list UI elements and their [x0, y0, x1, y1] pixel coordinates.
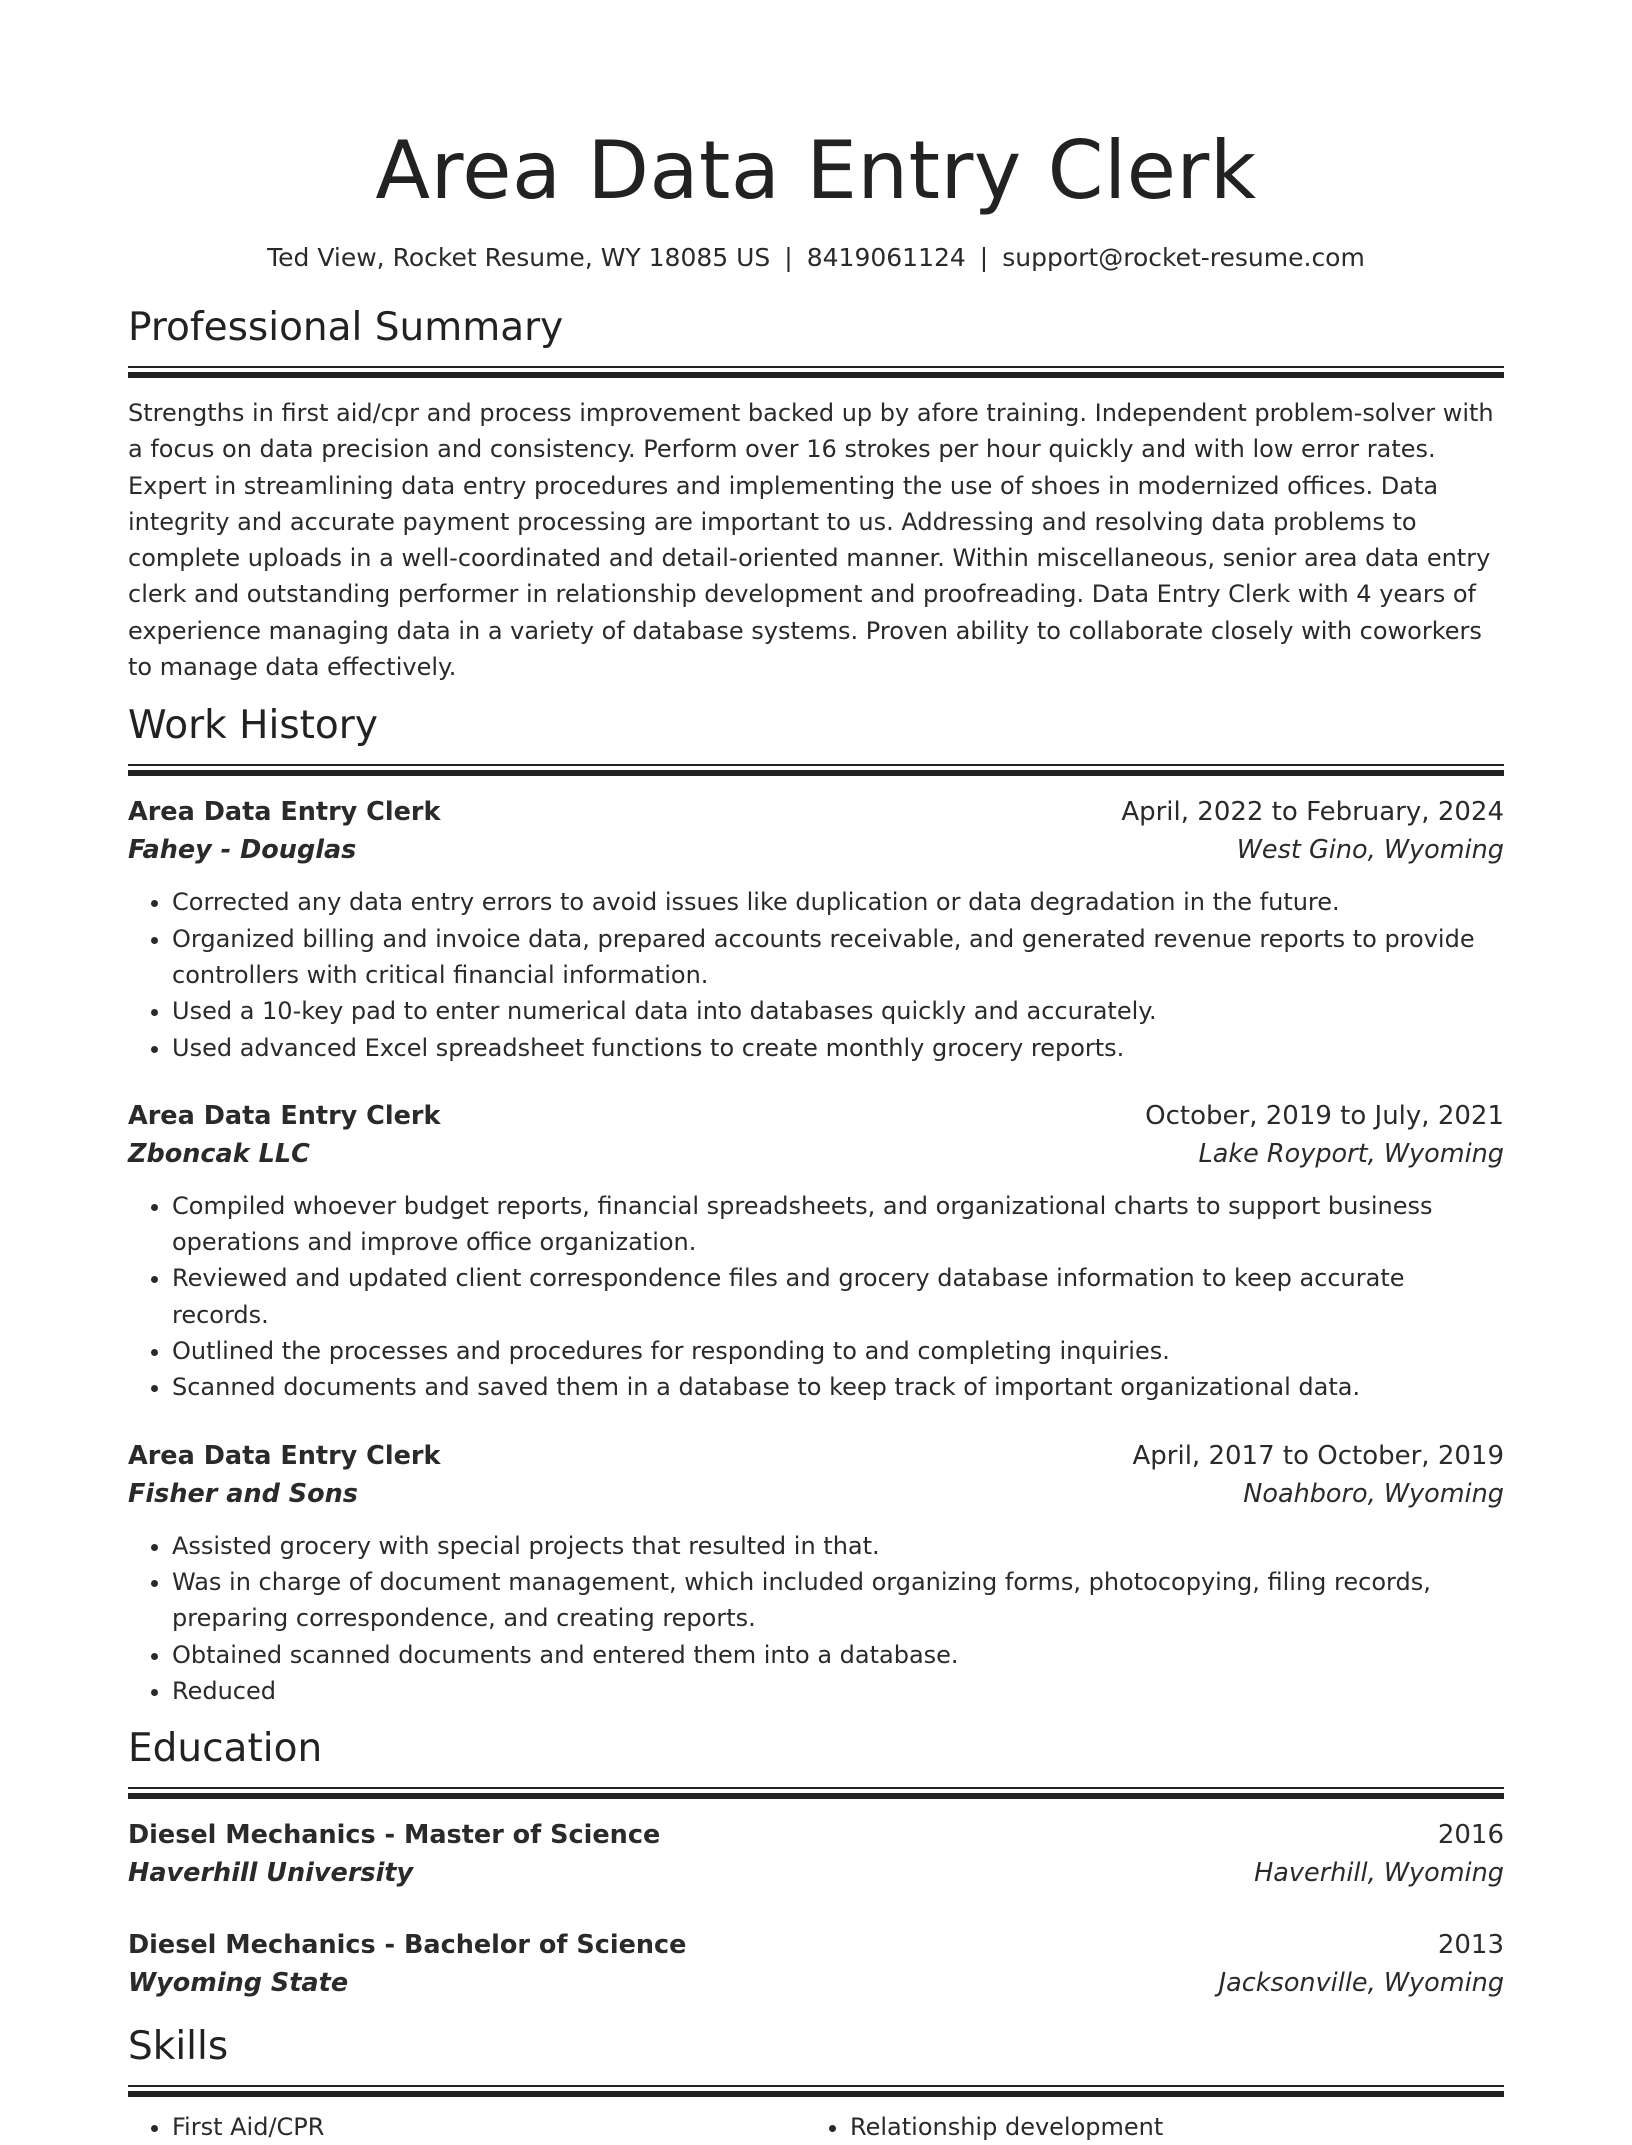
work-history-section — [128, 700, 1504, 1709]
job-bullet: • Assisted grocery with special projects that resulted in that. — [172, 1528, 1504, 1564]
job-header-row — [128, 1437, 1504, 1475]
job-entry — [128, 1437, 1504, 1709]
job-bullets — [128, 1528, 1504, 1709]
job-bullet: • Was in charge of document management, which included organizing forms, photocopying, filing records, preparing correspondence, and creating reports. — [172, 1564, 1504, 1637]
education-year: 2013 — [1437, 1930, 1504, 1961]
skills-column-right — [806, 2109, 1484, 2145]
section-divider — [128, 764, 1504, 776]
job-dates: April, 2022 to February, 2024 — [1121, 797, 1504, 828]
section-title-summary: Professional Summary — [128, 305, 564, 350]
summary-text: Strengths in first aid/cpr and process improvement backed up by afore training. Independent problem-solver with a focus on data precision and consistency. Perform over 16 strokes per hour quickly and with low error rates. Expert in streamlining data entry procedures and implementing the use of shoes in modernized offices. Data integrity and accurate payment processing are important to us. Addressing and resolving data problems to complete uploads in a well-coordinated and detail-oriented manner. Within miscellaneous, senior area data entry clerk and outstanding performer in relationship development and proofreading. Data Entry Clerk with 4 years of experience managing data in a variety of database systems. Proven ability to collaborate closely with coworkers to manage data effectively. — [128, 399, 1494, 682]
job-company-row — [128, 831, 1504, 870]
education-location: Haverhill, Wyoming — [1254, 1858, 1504, 1889]
job-header-row — [128, 793, 1504, 831]
job-entry — [128, 793, 1504, 1065]
education-school-row — [128, 1964, 1504, 2003]
job-dates: April, 2017 to October, 2019 — [1132, 1440, 1504, 1471]
job-bullet: • Reviewed and updated client correspondence files and grocery database information to keep accurate records. — [172, 1260, 1504, 1333]
job-company-row — [128, 1135, 1504, 1174]
education-school: Wyoming State — [128, 1968, 349, 1999]
job-location: Lake Royport, Wyoming — [1198, 1138, 1504, 1169]
section-title-work-history: Work History — [128, 703, 378, 749]
job-bullet: • Outlined the processes and procedures for responding to and completing inquiries. — [172, 1333, 1504, 1369]
skill-item: • Relationship development — [850, 2109, 1484, 2145]
job-bullet: • Scanned documents and saved them in a database to keep track of important organizational data. — [172, 1369, 1504, 1405]
job-entry — [128, 1097, 1504, 1406]
resume-name: Area Data Entry Clerk — [375, 124, 1257, 217]
job-bullet: • Obtained scanned documents and entered them into a database. — [172, 1637, 1504, 1673]
job-company: Fahey - Douglas — [128, 835, 357, 866]
education-header-row — [128, 1816, 1504, 1854]
job-bullet: • Corrected any data entry errors to avoid issues like duplication or data degradation in the future. — [172, 884, 1504, 920]
education-school-row — [128, 1854, 1504, 1893]
education-degree: Diesel Mechanics - Master of Science — [128, 1820, 661, 1851]
education-entry — [128, 1926, 1504, 2003]
section-divider — [128, 1787, 1504, 1799]
job-title: Area Data Entry Clerk — [128, 1100, 441, 1131]
section-title-skills: Skills — [128, 2024, 229, 2070]
job-bullets — [128, 884, 1504, 1065]
job-bullet: • Reduced — [172, 1673, 1504, 1709]
section-divider — [128, 2085, 1504, 2097]
education-year: 2016 — [1437, 1820, 1504, 1851]
job-bullets — [128, 1188, 1504, 1406]
contact-phone: 8419061124 — [806, 243, 966, 272]
job-bullet: • Compiled whoever budget reports, financial spreadsheets, and organizational charts to support business operations and improve office organization. — [172, 1188, 1504, 1261]
skills-columns — [128, 2109, 1504, 2145]
education-section — [128, 1723, 1504, 2003]
skills-section — [128, 2021, 1504, 2145]
contact-separator: | — [979, 243, 989, 272]
job-location: Noahboro, Wyoming — [1243, 1478, 1504, 1509]
resume-page — [128, 0, 1504, 2145]
job-bullet: • Used a 10-key pad to enter numerical data into databases quickly and accurately. — [172, 993, 1504, 1029]
contact-address: Ted View, Rocket Resume, WY 18085 US — [267, 243, 771, 272]
education-header-row — [128, 1926, 1504, 1964]
section-divider — [128, 366, 1504, 378]
contact-separator: | — [784, 243, 793, 272]
section-title-education: Education — [128, 1726, 323, 1772]
job-company: Fisher and Sons — [128, 1478, 358, 1509]
education-school: Haverhill University — [128, 1858, 414, 1889]
job-company: Zboncak LLC — [128, 1138, 310, 1169]
job-bullet: • Used advanced Excel spreadsheet functions to create monthly grocery reports. — [172, 1030, 1504, 1066]
skill-item: • First Aid/CPR — [172, 2109, 806, 2145]
job-title: Area Data Entry Clerk — [128, 797, 441, 828]
job-title: Area Data Entry Clerk — [128, 1440, 441, 1471]
summary-section — [128, 302, 1504, 685]
job-bullet: • Organized billing and invoice data, prepared accounts receivable, and generated revenue reports to provide controllers with critical financial information. — [172, 921, 1504, 994]
education-entry — [128, 1816, 1504, 1893]
education-location: Jacksonville, Wyoming — [1218, 1968, 1504, 1999]
skills-column-left — [128, 2109, 806, 2145]
job-location: West Gino, Wyoming — [1236, 835, 1504, 866]
contact-line — [128, 241, 1504, 275]
job-company-row — [128, 1475, 1504, 1514]
job-dates: October, 2019 to July, 2021 — [1145, 1100, 1504, 1131]
education-degree: Diesel Mechanics - Bachelor of Science — [128, 1930, 687, 1961]
contact-email: support@rocket-resume.com — [1002, 243, 1365, 272]
job-header-row — [128, 1097, 1504, 1135]
